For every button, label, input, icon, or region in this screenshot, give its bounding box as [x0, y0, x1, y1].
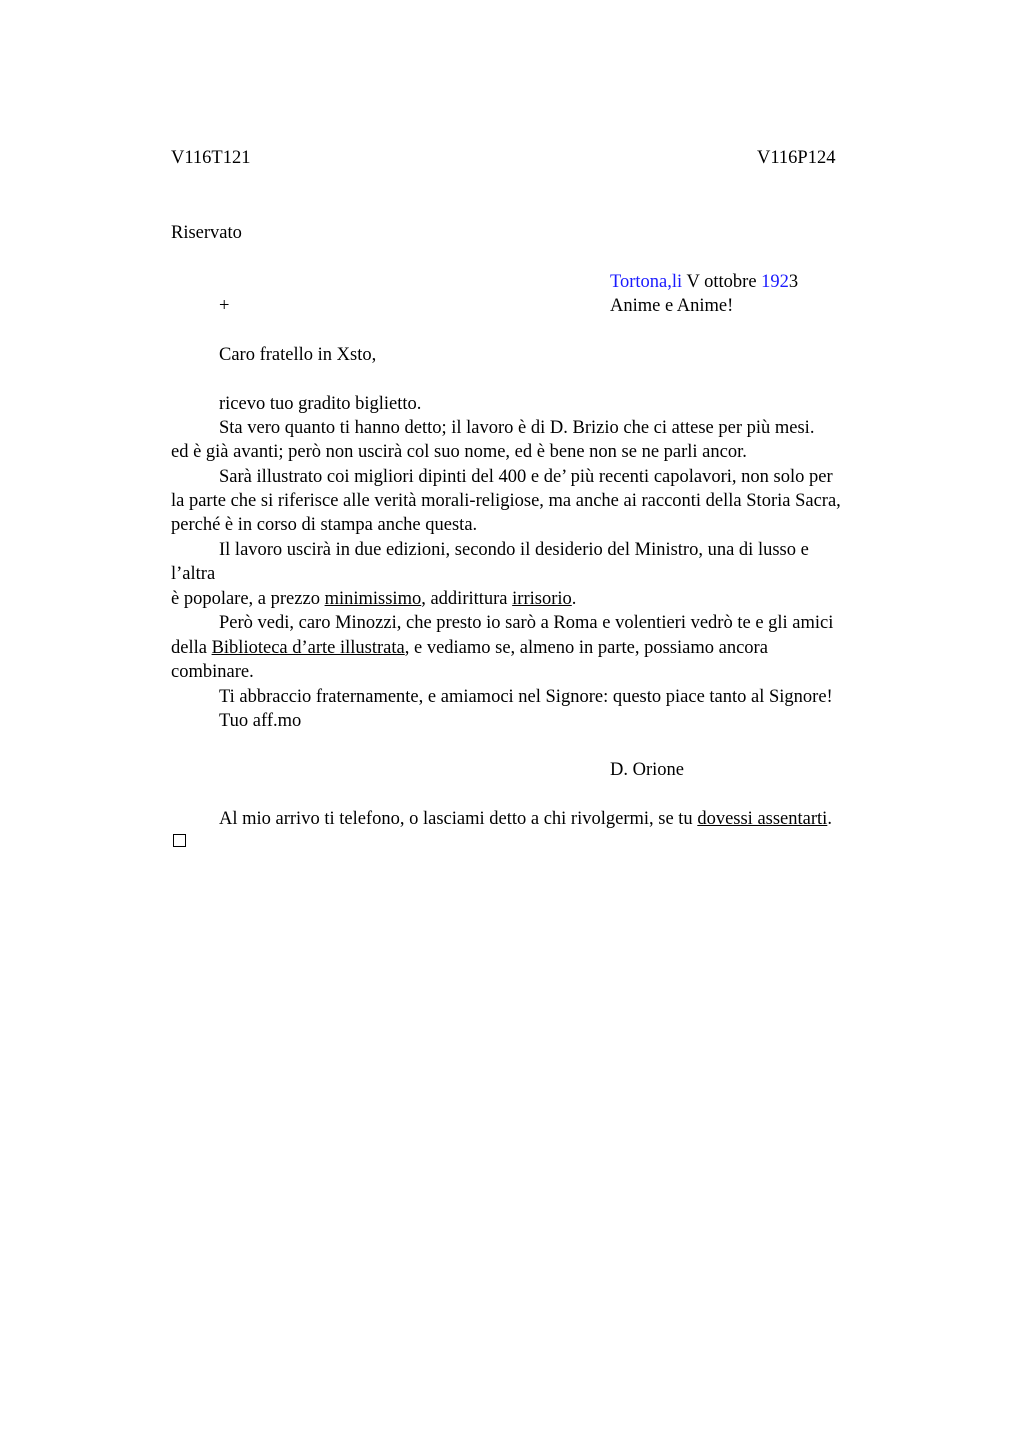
- reserved-label: Riservato: [171, 223, 242, 243]
- text-run: della: [171, 638, 212, 658]
- body-line: ricevo tuo gradito biglietto.: [219, 394, 422, 414]
- body-line: Però vedi, caro Minozzi, che presto io sarò a Roma e volentieri vedrò te e gli amici: [219, 613, 834, 633]
- body-line: [171, 636, 768, 660]
- underlined-minimissimo: minimissimo: [324, 589, 422, 609]
- underlined-dovessi-assentarti: dovessi assentarti: [697, 809, 828, 829]
- postscript: [219, 807, 832, 831]
- square-icon: [173, 834, 186, 847]
- dateline-year-suffix: 3: [788, 272, 799, 292]
- text-run: Al mio arrivo ti telefono, o lasciami detto a chi rivolgermi, se tu: [219, 809, 698, 829]
- dateline-place: Tortona,li: [610, 272, 683, 292]
- underlined-irrisorio: irrisorio: [512, 589, 572, 609]
- header-left-code: V116T121: [171, 148, 251, 168]
- text-run: , e vediamo se, almeno in parte, possiamo ancora: [404, 638, 768, 658]
- text-run: è popolare, a prezzo: [171, 589, 325, 609]
- body-line: [171, 587, 576, 611]
- signature: D. Orione: [610, 760, 684, 780]
- body-line: l’altra: [171, 564, 216, 584]
- text-run: , addirittura: [421, 589, 513, 609]
- body-line: perché è in corso di stampa anche questa.: [171, 515, 478, 535]
- body-line: Sarà illustrato coi migliori dipinti del 400 e de’ più recenti capolavori, non solo per: [219, 467, 833, 487]
- body-line: Il lavoro uscirà in due edizioni, secondo il desiderio del Ministro, una di lusso e: [219, 540, 809, 560]
- cross-mark: +: [219, 296, 230, 316]
- body-line: la parte che si riferisce alle verità morali-religiose, ma anche ai racconti della Storia Sacra,: [171, 491, 841, 511]
- body-line: Ti abbraccio fraternamente, e amiamoci nel Signore: questo piace tanto al Signore!: [219, 687, 833, 707]
- salutation: Caro fratello in Xsto,: [219, 345, 377, 365]
- dateline: [610, 270, 798, 294]
- body-line: combinare.: [171, 662, 254, 682]
- body-line: ed è già avanti; però non uscirà col suo nome, ed è bene non se ne parli ancor.: [171, 442, 747, 462]
- text-run: .: [827, 809, 832, 829]
- header-right-code: V116P124: [757, 148, 836, 168]
- dateline-day-month: V ottobre: [686, 272, 757, 292]
- motto: Anime e Anime!: [610, 296, 734, 316]
- dateline-year-prefix: 192: [761, 272, 789, 292]
- closing: Tuo aff.mo: [219, 711, 302, 731]
- text-run: .: [571, 589, 577, 609]
- body-line: Sta vero quanto ti hanno detto; il lavoro è di D. Brizio che ci attese per più mesi.: [219, 418, 815, 438]
- underlined-biblioteca: Biblioteca d’arte illustrata: [211, 638, 405, 658]
- end-mark-box: [173, 830, 186, 854]
